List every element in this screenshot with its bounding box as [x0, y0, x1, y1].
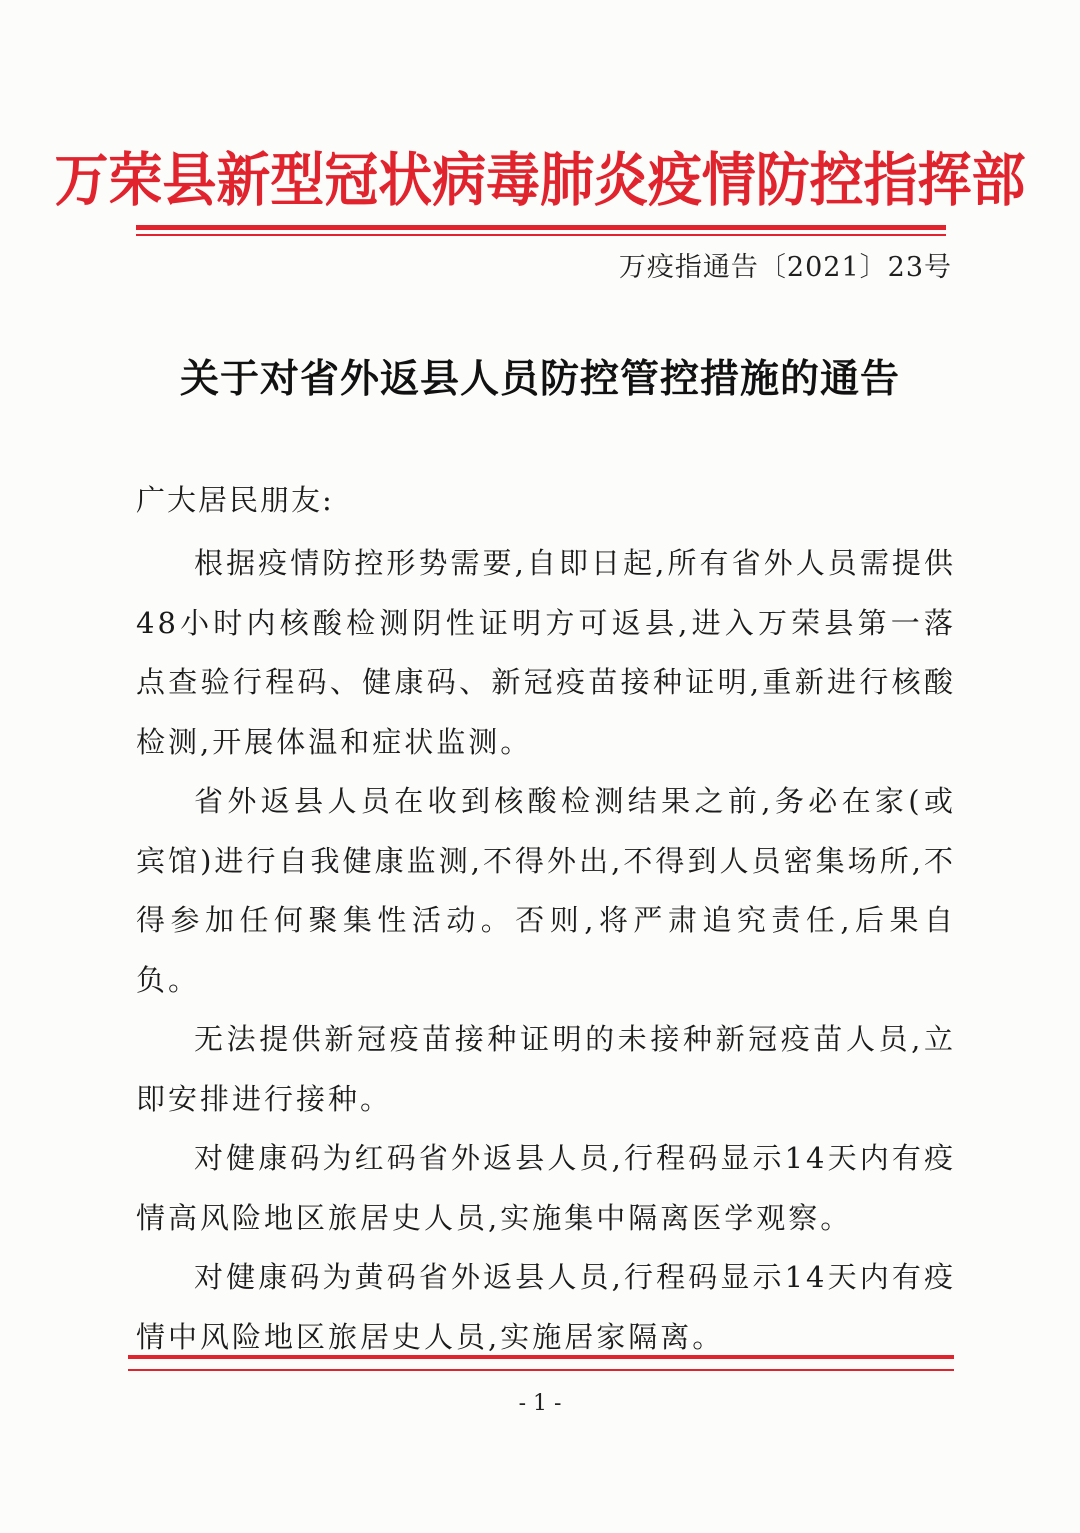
- paragraph: 无法提供新冠疫苗接种证明的未接种新冠疫苗人员,立即安排进行接种。: [136, 1022, 956, 1116]
- page-number: - 1 -: [518, 1391, 562, 1416]
- footer-red-rule-thin: [128, 1369, 954, 1371]
- header-red-rule-thin: [136, 234, 946, 236]
- header-red-rule-thick: [136, 225, 946, 230]
- paragraph: 对健康码为黄码省外返县人员,行程码显示14天内有疫情中风险地区旅居史人员,实施居家隔离。: [136, 1260, 956, 1354]
- notice-body: [136, 534, 956, 1367]
- organization-header: 万荣县新型冠状病毒肺炎疫情防控指挥部: [54, 146, 1026, 214]
- document-number: 万疫指通告〔2021〕23号: [618, 252, 952, 283]
- notice-title: 关于对省外返县人员防控管控措施的通告: [179, 357, 900, 402]
- footer-red-rule-thick: [128, 1355, 954, 1359]
- paragraph: 省外返县人员在收到核酸检测结果之前,务必在家(或宾馆)进行自我健康监测,不得外出,不得到人员密集场所,不得参加任何聚集性活动。否则,将严肃追究责任,后果自负。: [136, 784, 956, 997]
- paragraph: 根据疫情防控形势需要,自即日起,所有省外人员需提供48小时内核酸检测阴性证明方可返县,进入万荣县第一落点查验行程码、健康码、新冠疫苗接种证明,重新进行核酸检测,开展体温和症状监测。: [136, 546, 956, 759]
- paragraph: 对健康码为红码省外返县人员,行程码显示14天内有疫情高风险地区旅居史人员,实施集中隔离医学观察。: [136, 1141, 956, 1235]
- greeting: 广大居民朋友:: [136, 483, 334, 517]
